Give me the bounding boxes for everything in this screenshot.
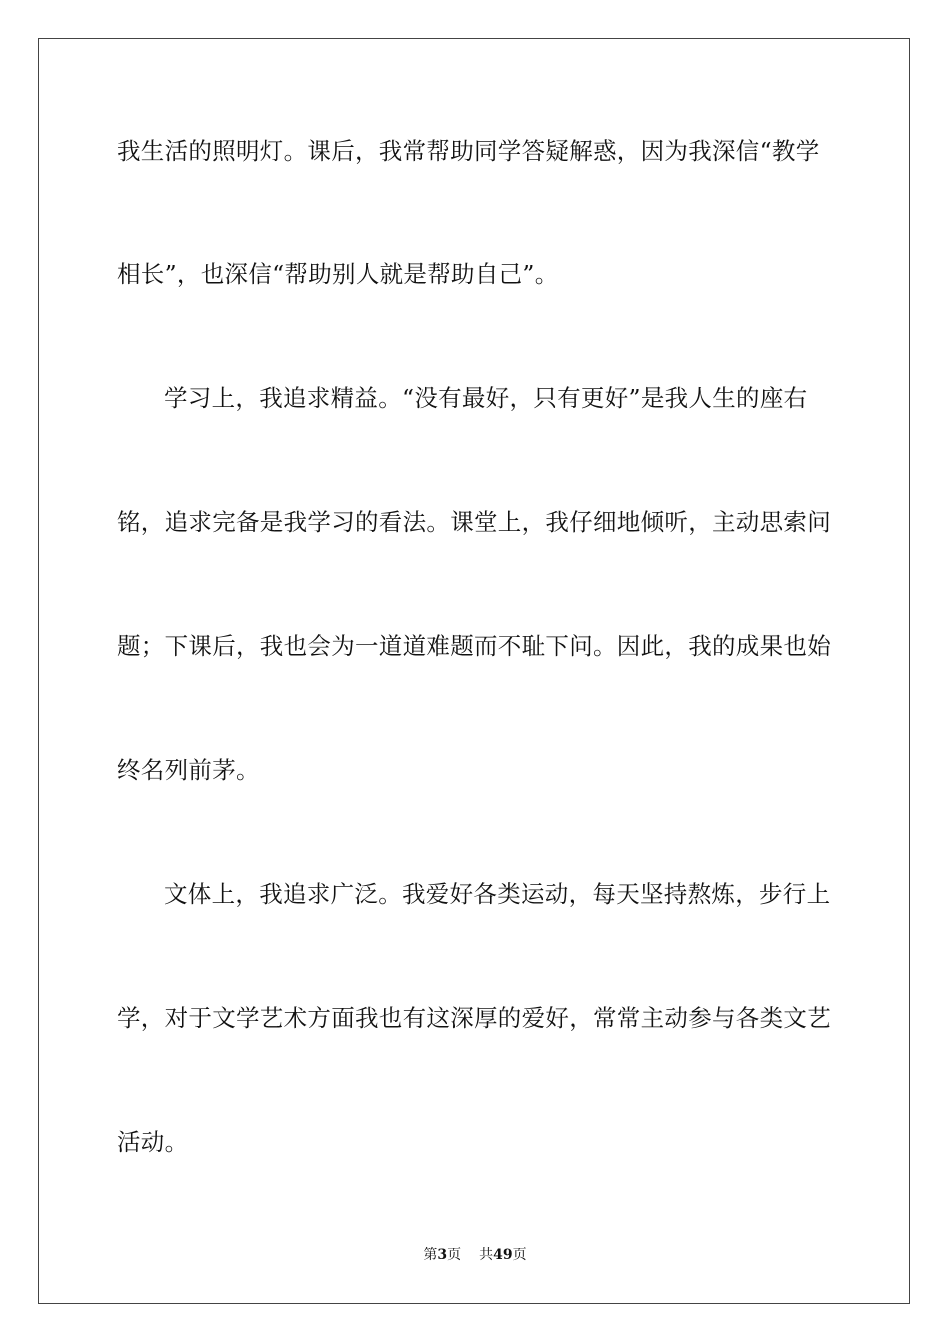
total-prefix: 共 [479,1247,494,1263]
page-suffix: 页 [447,1247,462,1263]
body-text-line-9: 活动。 [117,1128,189,1156]
body-text-line-5: 题；下课后，我也会为一道道难题而不耻下问。因此，我的成果也始 [117,632,831,660]
body-text-line-8: 学，对于文学艺术方面我也有这深厚的爱好，常常主动参与各类文艺 [117,1004,831,1032]
page-footer [0,1246,950,1264]
body-text-line-6: 终名列前茅。 [117,756,260,784]
page-border [38,38,910,1304]
page-prefix: 第 [423,1247,438,1263]
total-pages: 49 [493,1247,513,1263]
body-text-line-1: 我生活的照明灯。课后，我常帮助同学答疑解惑，因为我深信“教学 [117,137,820,165]
body-text-line-7: 文体上，我追求广泛。我爱好各类运动，每天坚持熬炼，步行上 [164,880,831,908]
body-text-line-2: 相长”，也深信“帮助别人就是帮助自己”。 [117,260,559,288]
body-text-line-4: 铭，追求完备是我学习的看法。课堂上，我仔细地倾听，主动思索问 [117,508,831,536]
body-text-line-3: 学习上，我追求精益。“没有最好，只有更好”是我人生的座右 [164,384,808,412]
total-suffix: 页 [512,1247,527,1263]
page-number: 3 [437,1247,448,1263]
